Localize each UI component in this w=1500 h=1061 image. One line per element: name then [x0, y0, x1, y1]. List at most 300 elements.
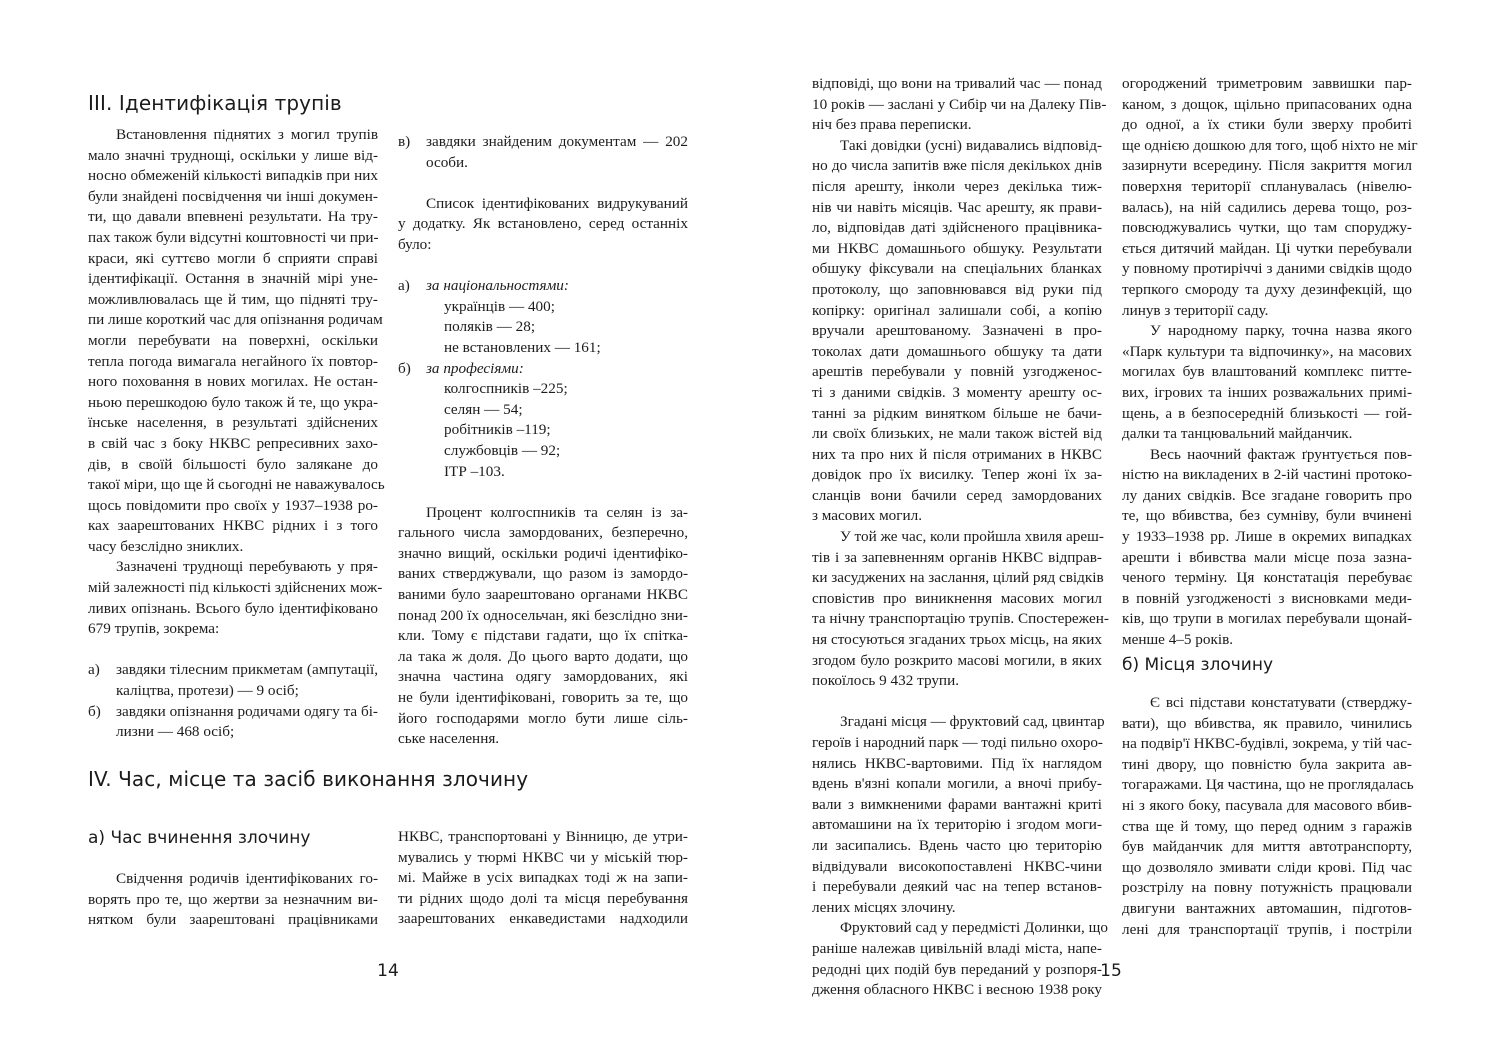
line-text: колгоспників –225; [444, 380, 568, 398]
text-line [398, 523, 688, 544]
text-line [1122, 198, 1412, 219]
text-line [812, 259, 1102, 280]
line-text: ків, що трупи в могилах перебували щонай- [1122, 610, 1412, 628]
text-line [1122, 259, 1412, 280]
text-line [812, 589, 1102, 610]
text-line [88, 681, 378, 702]
text-line [88, 702, 378, 723]
text-line [398, 503, 688, 524]
text-line [398, 317, 688, 338]
line-text: ньою перешкодою було також й те, що укра- [88, 393, 378, 411]
line-text: вали з вимкненими фарами вантажні криті [812, 795, 1102, 813]
line-text: ні з якого боку, пасувала для масового вбив- [1122, 796, 1412, 814]
right-col2-bottom [1122, 693, 1412, 940]
text-line [88, 475, 385, 496]
line-text: дження обласного НКВС і весною 1938 року [812, 981, 1102, 999]
text-line [398, 132, 688, 153]
line-text: ла така ж доля. До цього варто додати, що [398, 647, 688, 665]
line-text: відвідували високопоставлені НКВС-чини [812, 857, 1102, 875]
line-text: завдяки тілесним прикметам (ампутації, [116, 661, 378, 679]
text-line [398, 276, 688, 297]
text-line [812, 671, 1102, 692]
text-line [398, 420, 688, 441]
line-text: згодом було розкрито масові могили, в яких [812, 651, 1102, 669]
text-line [1122, 714, 1412, 735]
text-line [398, 338, 688, 359]
list-marker: б) [398, 359, 411, 377]
line-text: токолах дати домашнього обшуку та дати [812, 342, 1102, 360]
line-text: до одної, а їх стики були зверху пробиті [1122, 116, 1412, 134]
text-line [1122, 589, 1412, 610]
line-text: лені для транспортації трупів, і постріли [1122, 920, 1412, 938]
left-col2-section3 [398, 132, 688, 750]
line-text: у 1933–1938 рр. Лише в окремих випадках [1122, 528, 1412, 546]
text-line [1122, 775, 1412, 796]
paragraph-gap [88, 640, 378, 661]
text-line [1122, 899, 1412, 920]
text-line [88, 393, 378, 414]
subsection-title-places: б) Місця злочину [1122, 655, 1274, 675]
text-line [812, 506, 1102, 527]
line-text: в свій час з боку НКВС репресивних захо- [88, 434, 378, 452]
text-line [812, 445, 1102, 466]
line-text: ках заарештованих НКВС рідних і з того [88, 517, 378, 535]
text-line [812, 362, 1102, 383]
line-text: ваними було заарештовано органами НКВС [398, 586, 688, 604]
line-text: ніч без права переписки. [812, 116, 972, 134]
line-text: сповістив про виникнення масових могил [812, 589, 1102, 607]
right-col2-top [1122, 74, 1418, 651]
text-line [812, 301, 1102, 322]
text-line [1122, 404, 1412, 425]
text-line [812, 980, 1102, 1001]
text-line [812, 486, 1102, 507]
text-line [398, 606, 688, 627]
text-line [1122, 301, 1412, 322]
line-text: їнське населення, в результаті здійснених [88, 414, 378, 432]
text-line [88, 557, 378, 578]
line-text: Зазначені труднощі перебувають у пря- [116, 558, 378, 576]
line-text: героїв і народний парк — тоді пильно охоро- [812, 734, 1103, 751]
line-text: селян — 54; [444, 400, 523, 418]
text-line [88, 578, 383, 599]
text-line [812, 198, 1102, 219]
text-line [398, 564, 688, 585]
text-line [1122, 548, 1412, 569]
text-line [88, 599, 378, 620]
line-text: тепла погода вимагала негайного їх повтор- [88, 352, 378, 370]
text-line [812, 424, 1102, 445]
line-text: редодні цих подій був переданий у розпоря- [812, 960, 1102, 978]
text-line [88, 310, 383, 331]
line-text: раніше належав цивільній владі міста, напе- [812, 939, 1102, 957]
line-text: розстрілу на повну потужність працювали [1122, 879, 1412, 897]
text-line [88, 228, 378, 249]
text-line [1122, 506, 1412, 527]
line-text: обшуку фіксували на спеціальних бланках [812, 260, 1102, 278]
text-line [812, 712, 1105, 733]
text-line [88, 290, 378, 311]
text-line [88, 331, 378, 352]
line-text: менше 4–5 років. [1122, 631, 1234, 649]
line-text: Фруктовий сад у передмісті Долинки, що [840, 919, 1108, 937]
line-text: Згадані місця — фруктовий сад, цвинтар [840, 713, 1105, 731]
line-text: Встановлення піднятих з могил трупів [116, 126, 378, 143]
text-line [1122, 383, 1412, 404]
line-text: щось повідомити про своїх у 1937–1938 ро- [88, 496, 378, 514]
line-text: зазирнути всередину. Після закриття могил [1122, 157, 1412, 175]
text-line [1122, 630, 1412, 651]
line-text: були знайдені посвідчення чи інші докумен- [88, 187, 378, 205]
text-line [812, 918, 1108, 939]
text-line [88, 434, 378, 455]
line-text: копірку: оригінал залишали собі, а копію [812, 301, 1102, 319]
text-line [1122, 817, 1412, 838]
text-line [398, 214, 688, 235]
text-line [398, 462, 688, 483]
line-text: заарештованих енкаведистами надходили [398, 910, 688, 928]
line-text: ли засипались. Вдень часто цю територію [812, 836, 1102, 854]
text-line [1122, 156, 1412, 177]
line-text: завдяки знайденим документам — 202 [426, 133, 688, 150]
text-line [812, 960, 1102, 981]
text-line [398, 400, 688, 421]
line-text: вих, ігрових та інших розважальних примі- [1122, 383, 1412, 401]
line-text: У той же час, коли пройшла хвиля ареш- [840, 528, 1104, 546]
text-line [1122, 177, 1412, 198]
text-line [812, 115, 1102, 136]
list-marker: б) [88, 702, 101, 720]
line-text: українців — 400; [444, 297, 555, 315]
text-line [812, 321, 1102, 342]
text-line [398, 235, 688, 256]
text-line [812, 95, 1107, 116]
line-text: далки та танцювальний майданчик. [1122, 425, 1353, 443]
line-text: Список ідентифікованих видрукуваний [426, 194, 688, 212]
text-line [1122, 95, 1412, 116]
text-line [88, 455, 378, 476]
line-text: що дозволяло змивати сліди крові. Під час [1122, 858, 1412, 876]
line-text: покоїлось 9 432 трупи. [812, 672, 959, 690]
text-line [1122, 755, 1412, 776]
line-text: поляків — 28; [444, 318, 536, 336]
line-text: ло, відповідав даті здійсненого працівника- [812, 219, 1102, 237]
text-line [812, 877, 1102, 898]
line-text: Є всі підстави констатувати (стверджу- [1150, 694, 1412, 711]
line-text: дів, в своїй більшості було залякане до [88, 455, 378, 473]
line-text: вручали арештованому. Зазначені в про- [812, 322, 1102, 340]
text-line [812, 815, 1102, 836]
line-text: ністю на викладених в 2-ій частині протоко- [1122, 466, 1412, 484]
text-line [812, 836, 1102, 857]
text-line [812, 527, 1102, 548]
text-line [88, 372, 378, 393]
text-line [1122, 321, 1412, 342]
subsection-title-time: а) Час вчинення злочину [88, 828, 311, 848]
line-text: та нічну транспортацію трупів. Спостережен- [812, 610, 1109, 628]
text-line [1122, 424, 1412, 445]
line-text: ще однією дошкою для того, щоб ніхто не міг [1122, 136, 1418, 154]
line-text: лу даних свідків. Все згадане говорить про [1122, 486, 1412, 504]
list-marker: а) [88, 661, 100, 679]
line-text: валась), на ній садились дерева тощо, роз- [1122, 198, 1412, 216]
line-text: лених місцях злочину. [812, 898, 956, 916]
list-marker: а) [398, 277, 410, 295]
line-text: службовців — 92; [444, 441, 561, 459]
text-line [812, 609, 1109, 630]
text-line [88, 187, 378, 208]
line-text: мі. Майже в усіх випадках тоді ж на запи- [398, 869, 688, 887]
page-number-left: 14 [377, 961, 399, 981]
text-line [1122, 362, 1412, 383]
line-text: ське населення. [398, 730, 500, 748]
line-text: каном, з дощок, щільно припасованих одна [1122, 95, 1412, 113]
line-text: Такі довідки (усні) видавались відповід- [840, 136, 1102, 154]
text-line [1122, 445, 1412, 466]
text-line [812, 342, 1102, 363]
text-line [398, 827, 688, 848]
text-line [398, 688, 688, 709]
line-text: понад 200 їх односельчан, які безслідно зни- [398, 606, 688, 624]
line-text: сланців вони бачили серед замордованих [812, 486, 1102, 504]
section-title-time-place: IV. Час, місце та засіб виконання злочину [88, 767, 529, 791]
line-text: арештів перебували у повній узгодженос- [812, 363, 1102, 381]
text-line [1122, 486, 1412, 507]
text-line [398, 647, 688, 668]
line-text: ня стосуються згаданих трьох місць, на яких [812, 631, 1102, 649]
line-text: щень, а в безпосередній близькості — гой- [1122, 404, 1412, 422]
line-text: завдяки опізнання родичами одягу та бі- [116, 702, 378, 720]
line-text: могилах був влаштований комплекс питте- [1122, 363, 1412, 381]
line-text: після арешту, інколи через декілька тиж- [812, 177, 1102, 195]
line-text: не встановлених — 161; [444, 338, 601, 356]
line-text: значна частина одягу замордованих, які [398, 668, 688, 686]
text-line [88, 619, 378, 640]
line-text: був майданчик для миття автотранспорту, [1122, 838, 1412, 856]
text-line [398, 909, 688, 930]
line-text: тів і за запевненням органів НКВС відправ- [812, 548, 1102, 566]
line-text: відповіді, що вони на тривалий час — понад [812, 75, 1102, 92]
text-line [398, 153, 688, 174]
line-text: 10 років — заслані у Сибір чи на Далеку Пів- [812, 95, 1107, 113]
paragraph-gap [398, 482, 688, 503]
text-line [812, 733, 1102, 754]
line-text: і перебували деякий час на тепер встанов- [812, 878, 1102, 896]
line-text: довідок про їх висилку. Тепер жоні їх за- [812, 466, 1102, 484]
text-line [812, 404, 1102, 425]
page-number-right: 15 [1100, 961, 1122, 981]
line-text: лизни — 468 осіб; [116, 723, 235, 741]
line-text: ли своїх близьких, не мали також вістей від [812, 425, 1102, 443]
line-text: тині двору, що повністю була закрита ав- [1122, 755, 1412, 773]
text-line [812, 465, 1102, 486]
line-text: носно обмеженій кількості випадків при них [88, 167, 378, 185]
line-text: вдень в'язні копали могили, а вночі прибу- [812, 775, 1102, 793]
line-text: нятком були заарештовані працівниками [88, 911, 378, 929]
text-line [1122, 837, 1412, 858]
text-line [398, 359, 688, 380]
line-text: ства ще й тому, що перед одним з гаражів [1122, 817, 1412, 835]
line-text: могли перебувати на поверхні, оскільки [88, 331, 378, 349]
line-text: можливлювалась ще й тим, що підняті тру- [88, 290, 378, 308]
text-line [1122, 796, 1412, 817]
text-line [88, 125, 378, 146]
line-text: нялись НКВС-вартовими. Під їх наглядом [812, 754, 1102, 772]
text-line [398, 379, 688, 400]
text-line [812, 795, 1102, 816]
text-line [398, 729, 688, 750]
text-line [1122, 568, 1412, 589]
line-text: за національностями: [426, 277, 569, 295]
line-text: мувались у тюрмі НКВС чи у міській тюр- [398, 848, 688, 866]
text-line [1122, 858, 1412, 879]
text-line [812, 898, 1102, 919]
text-line [1122, 527, 1412, 548]
line-text: робітників –119; [444, 421, 551, 439]
section-title-identification: III. Ідентифікація трупів [88, 91, 342, 115]
text-line [398, 667, 688, 688]
line-text: огороджений триметровим заввишки пар- [1122, 75, 1412, 92]
line-text: у додатку. Як встановлено, серед останніх [398, 215, 688, 233]
text-line [1122, 609, 1412, 630]
text-line [812, 939, 1102, 960]
text-line [398, 585, 688, 606]
text-line [1122, 280, 1412, 301]
text-line [88, 166, 378, 187]
line-text: ми НКВС домашнього обшуку. Результати [812, 239, 1102, 257]
text-line [88, 537, 378, 558]
text-line [88, 516, 378, 537]
text-line [812, 177, 1102, 198]
line-text: «Парк культури та відпочинку», на масових [1122, 342, 1412, 360]
text-line [398, 441, 688, 462]
text-line [398, 194, 688, 215]
text-line [812, 74, 1102, 95]
line-text: за професіями: [426, 359, 524, 377]
line-text: ідентифікації. Остання в значній мірі уне- [88, 270, 378, 288]
right-col1 [812, 74, 1109, 1001]
text-line [88, 269, 378, 290]
line-text: ворять про те, що жертви за незначним ви- [88, 890, 378, 908]
line-text: в повній узгодженості з висновками меди- [1122, 589, 1412, 607]
line-text: протоколу, що заповнювався від руки під [812, 280, 1102, 298]
text-line [812, 754, 1102, 775]
line-text: мій залежності під кількості здійснених мож- [88, 579, 383, 597]
paragraph-gap [398, 173, 688, 194]
line-text: ти, що давали впевнені результати. На тру- [88, 208, 378, 226]
line-text: них та про них й після отриманих в НКВС [812, 445, 1102, 463]
line-text: НКВС, транспортовані у Вінницю, де утри- [398, 828, 688, 845]
line-text: линув з території саду. [1122, 301, 1269, 319]
line-text: Весь наочний фактаж ґрунтується пов- [1150, 445, 1412, 463]
line-text: поверхня території спланувалась (нівелю- [1122, 177, 1412, 195]
left-col2-section4 [398, 827, 688, 930]
text-line [398, 868, 688, 889]
text-line [1122, 239, 1412, 260]
left-col1-section4 [88, 869, 378, 931]
line-text: особи. [426, 153, 468, 171]
text-line [812, 136, 1102, 157]
line-text: каліцтва, протези) — 9 осіб; [116, 682, 299, 700]
line-text: не були ідентифіковані, говорить за те, що [398, 689, 688, 707]
line-text: у повному протиріччі з даними свідків щодо [1122, 260, 1412, 278]
text-line [88, 496, 378, 517]
text-line [812, 218, 1102, 239]
line-text: двигуни вантажних автомашин, підготов- [1122, 899, 1412, 917]
text-line [1122, 465, 1412, 486]
paragraph-gap [812, 692, 1102, 713]
text-line [398, 297, 688, 318]
line-text: автомашини на їх територію і згодом моги- [812, 816, 1102, 834]
text-line [88, 660, 378, 681]
text-line [1122, 734, 1412, 755]
text-line [1122, 920, 1412, 941]
text-line [88, 890, 378, 911]
line-text: часу безслідно зниклих. [88, 537, 244, 555]
line-text: повсюджувались чутки, що там споруджу- [1122, 219, 1412, 237]
text-line [398, 889, 688, 910]
line-text: ного поховання в нових могилах. Не остан- [88, 373, 378, 391]
text-line [812, 568, 1102, 589]
list-marker: в) [398, 133, 411, 150]
line-text: ті з даними свідків. З моменту арешту ос- [812, 383, 1102, 401]
line-text: ІТР –103. [444, 462, 505, 480]
text-line [398, 544, 688, 565]
text-line [812, 280, 1102, 301]
text-line [1122, 218, 1412, 239]
line-text: було: [398, 235, 432, 253]
text-line [88, 869, 378, 890]
line-text: пах також були відсутні коштовності чи при- [88, 228, 379, 246]
text-line [1122, 342, 1412, 363]
text-line [88, 207, 378, 228]
line-text: те, що вбивства, без сумніву, були вчинені [1122, 507, 1412, 525]
text-line [1122, 693, 1412, 714]
text-line [812, 857, 1102, 878]
line-text: нів чи навіть місяців. Час арешту, як прави- [812, 198, 1102, 216]
text-line [812, 156, 1102, 177]
line-text: ється дитячий майдан. Ці чутки перебували [1122, 239, 1412, 257]
text-line [1122, 74, 1412, 95]
text-line [88, 146, 378, 167]
line-text: з масових могил. [812, 507, 923, 525]
text-line [88, 722, 378, 743]
text-line [88, 910, 378, 931]
text-line [812, 651, 1102, 672]
line-text: терпкого смороду та духу дезинфекцій, що [1122, 280, 1412, 298]
line-text: значно вищий, оскільки родичі ідентифіко- [398, 544, 688, 562]
line-text: кли. Тому є підстави гадати, що їх спітка- [398, 627, 688, 645]
text-line [88, 249, 378, 270]
line-text: мало значні труднощі, оскільки у лише від- [88, 146, 378, 164]
text-line [812, 383, 1102, 404]
line-text: Свідчення родичів ідентифікованих го- [116, 870, 378, 887]
line-text: Процент колгоспників та селян із за- [426, 503, 688, 521]
text-line [398, 626, 688, 647]
line-text: У народному парку, точна назва якого [1150, 322, 1412, 340]
line-text: вати), що вбивства, як правило, чинились [1122, 714, 1412, 732]
line-text: краси, які суттєво могли б сприяти справі [88, 249, 378, 267]
line-text: на подвір'ї НКВС-будівлі, зокрема, у тій час- [1122, 735, 1412, 753]
line-text: 679 трупів, зокрема: [88, 620, 220, 638]
line-text: пи лише короткий час для опізнання родичам [88, 311, 383, 329]
paragraph-gap [398, 256, 688, 277]
left-col1-section3 [88, 125, 385, 743]
text-line [812, 630, 1102, 651]
line-text: ченого терміну. Ця констатація перебуває [1122, 569, 1412, 587]
line-text: тогаражами. Ця частина, що не проглядалась [1122, 776, 1414, 794]
text-line [1122, 115, 1412, 136]
